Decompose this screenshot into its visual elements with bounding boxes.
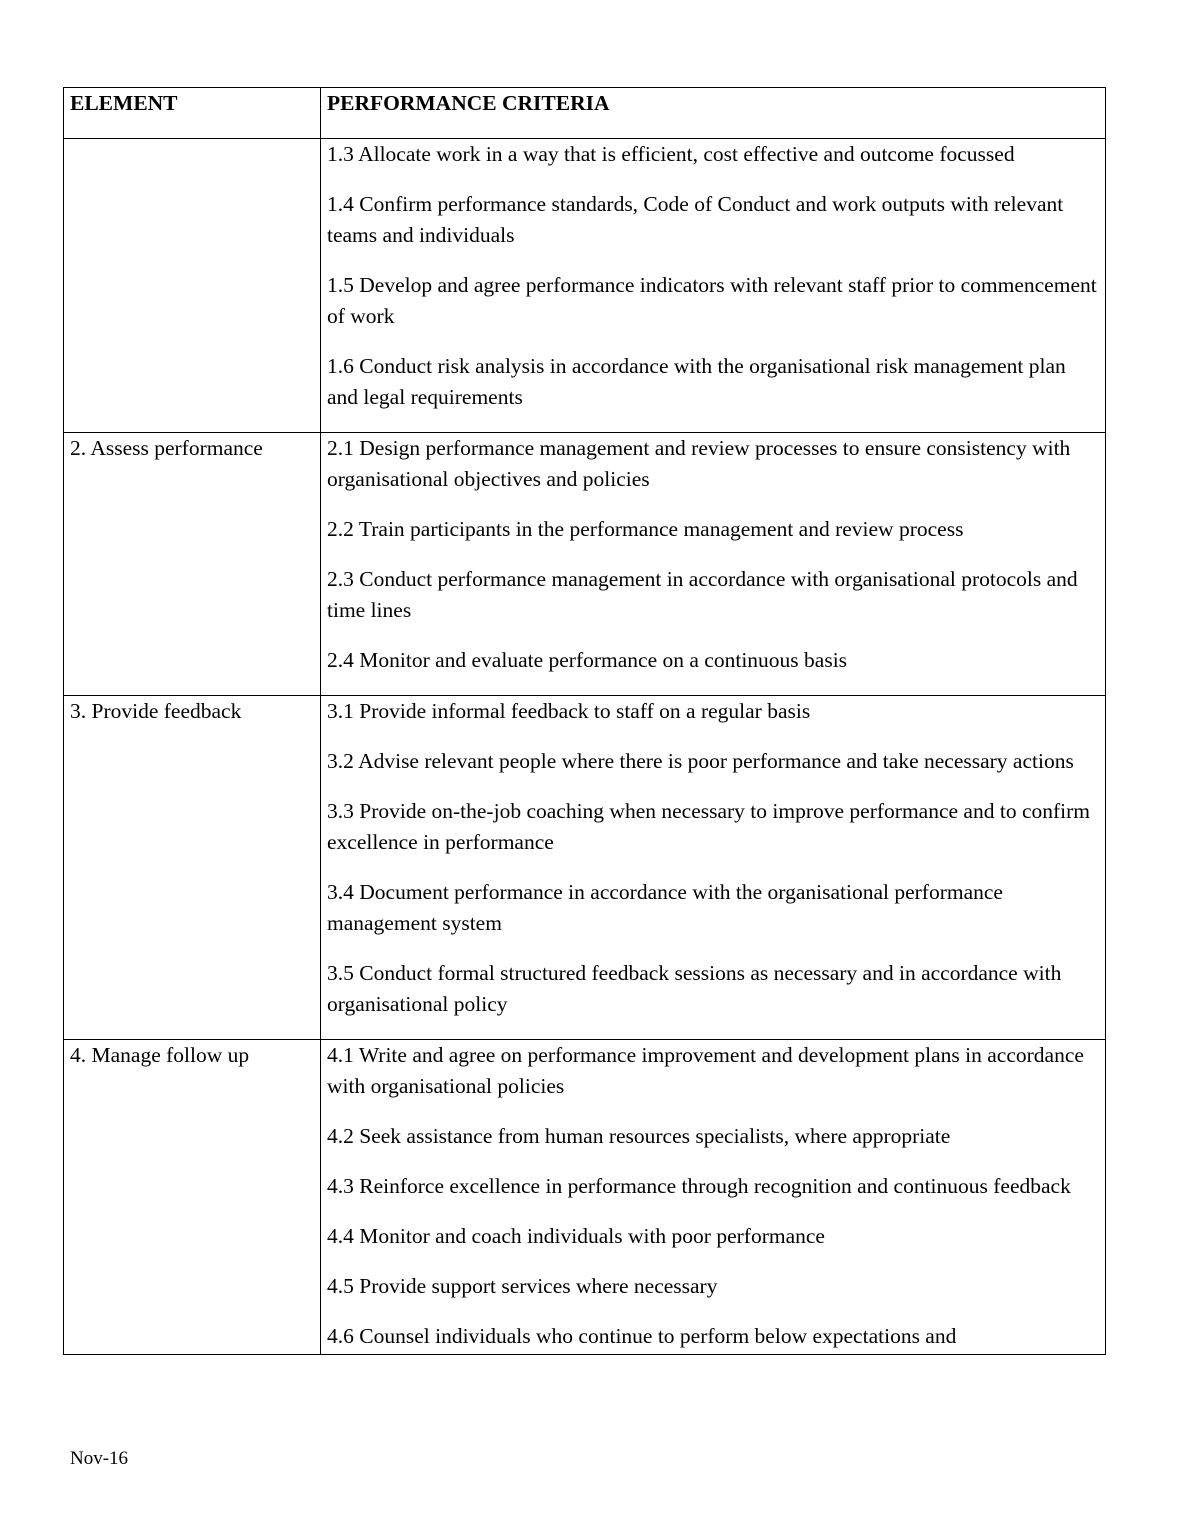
criterion-2-2: 2.2 Train participants in the performance management and review process	[327, 517, 964, 541]
table-header-row	[64, 88, 1106, 139]
footer-date: Nov-16	[70, 1448, 129, 1469]
table-row	[64, 696, 1106, 1040]
criterion-3-5: 3.5 Conduct formal structured feedback sessions as necessary and in accordance with organisational policy	[327, 961, 1062, 1016]
criterion-1-5: 1.5 Develop and agree performance indicators with relevant staff prior to commencement of work	[327, 273, 1097, 328]
criterion-3-2: 3.2 Advise relevant people where there is poor performance and take necessary actions	[327, 749, 1074, 773]
criterion-4-3: 4.3 Reinforce excellence in performance through recognition and continuous feedback	[327, 1174, 1071, 1198]
table-row	[64, 433, 1106, 696]
criteria-cell	[321, 139, 1106, 433]
criterion-3-4: 3.4 Document performance in accordance with the organisational performance management system	[327, 880, 1003, 935]
criteria-cell	[321, 433, 1106, 696]
criterion-1-6: 1.6 Conduct risk analysis in accordance with the organisational risk management plan and legal requirements	[327, 354, 1066, 409]
performance-criteria-column-header: PERFORMANCE CRITERIA	[321, 88, 1106, 139]
element-column-header: ELEMENT	[64, 88, 321, 139]
table-row	[64, 139, 1106, 433]
criteria-cell	[321, 1040, 1106, 1355]
criterion-2-3: 2.3 Conduct performance management in accordance with organisational protocols and time lines	[327, 567, 1078, 622]
element-cell: 3. Provide feedback	[64, 696, 321, 1040]
criteria-cell	[321, 696, 1106, 1040]
element-cell	[64, 139, 321, 433]
criterion-4-4: 4.4 Monitor and coach individuals with poor performance	[327, 1224, 825, 1248]
table-row	[64, 1040, 1106, 1355]
criterion-3-3: 3.3 Provide on-the-job coaching when necessary to improve performance and to confirm excellence in performance	[327, 799, 1090, 854]
criterion-4-2: 4.2 Seek assistance from human resources specialists, where appropriate	[327, 1124, 951, 1148]
criterion-3-1: 3.1 Provide informal feedback to staff on a regular basis	[327, 699, 811, 723]
criterion-2-1: 2.1 Design performance management and review processes to ensure consistency with organisational objectives and policies	[327, 436, 1071, 491]
element-cell: 4. Manage follow up	[64, 1040, 321, 1355]
criterion-4-5: 4.5 Provide support services where necessary	[327, 1274, 718, 1298]
element-cell: 2. Assess performance	[64, 433, 321, 696]
criterion-2-4: 2.4 Monitor and evaluate performance on a continuous basis	[327, 648, 848, 672]
performance-criteria-table	[63, 87, 1106, 1355]
criterion-1-4: 1.4 Confirm performance standards, Code of Conduct and work outputs with relevant teams and individuals	[327, 192, 1064, 247]
criterion-4-6: 4.6 Counsel individuals who continue to perform below expectations and	[327, 1324, 957, 1348]
criterion-4-1: 4.1 Write and agree on performance improvement and development plans in accordance with organisational policies	[327, 1043, 1084, 1098]
criterion-1-3: 1.3 Allocate work in a way that is efficient, cost effective and outcome focussed	[327, 142, 1015, 166]
